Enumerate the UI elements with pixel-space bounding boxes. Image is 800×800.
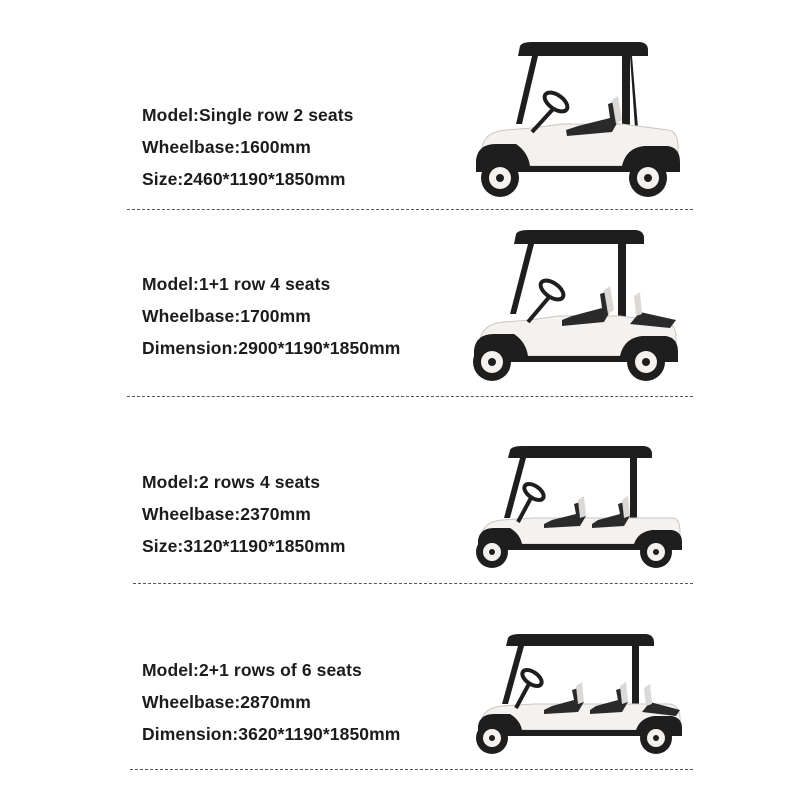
specs-4 <box>142 654 400 750</box>
row-divider <box>127 396 693 397</box>
dimension-label: Dimension:3620*1190*1850mm <box>142 724 401 744</box>
specs-1 <box>142 99 353 195</box>
golf-cart-2-rows-image <box>474 444 684 574</box>
golf-cart-6-seat-image <box>474 632 684 760</box>
dimension-label: Dimension:2900*1190*1850mm <box>142 338 401 358</box>
size-label: Size:2460*1190*1850mm <box>142 169 346 189</box>
golf-cart-1plus1-image <box>470 228 685 386</box>
model-label: Model:1+1 row 4 seats <box>142 274 331 294</box>
golf-cart-2-seat-image <box>472 40 687 198</box>
size-label: Size:3120*1190*1850mm <box>142 536 346 556</box>
wheelbase-label: Wheelbase:2370mm <box>142 504 311 524</box>
row-divider <box>127 209 693 210</box>
row-divider <box>133 583 693 584</box>
wheelbase-label: Wheelbase:1700mm <box>142 306 311 326</box>
wheelbase-label: Wheelbase:2870mm <box>142 692 311 712</box>
wheelbase-label: Wheelbase:1600mm <box>142 137 311 157</box>
row-divider <box>130 769 693 770</box>
specs-2 <box>142 268 400 364</box>
model-label: Model:2+1 rows of 6 seats <box>142 660 362 680</box>
model-label: Model:2 rows 4 seats <box>142 472 321 492</box>
model-label: Model:Single row 2 seats <box>142 105 354 125</box>
specs-3 <box>142 466 346 562</box>
